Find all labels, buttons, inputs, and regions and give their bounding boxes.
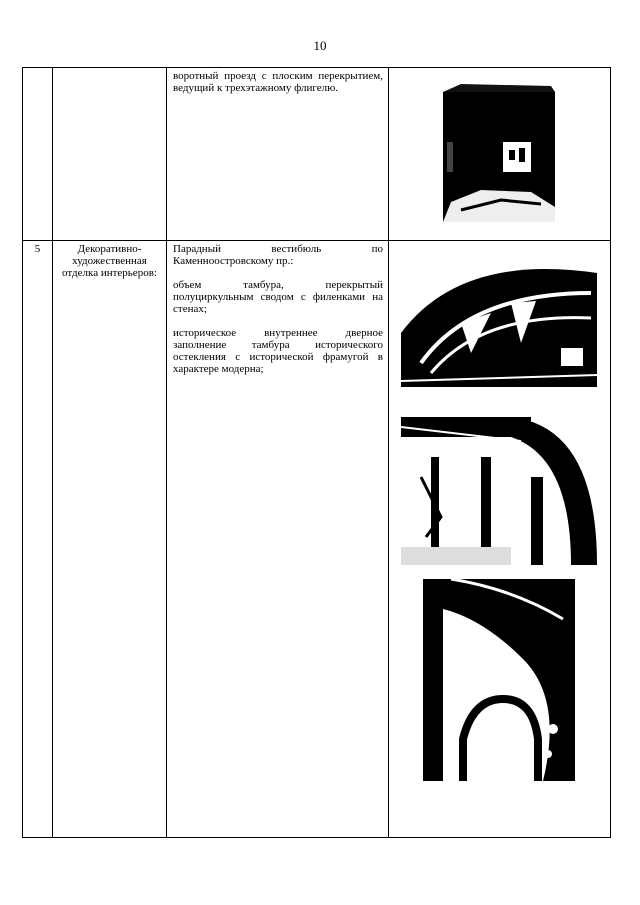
table-row xyxy=(23,68,611,241)
description-text: объем тамбура, перекрытый полуциркульным сводом с филенками на стенах; xyxy=(173,279,383,315)
photo-cell xyxy=(389,241,611,838)
description-text: Парадный вестибюль по Каменноостровскому пр.: xyxy=(173,243,383,267)
row-number-cell: 5 xyxy=(23,241,53,838)
category-cell xyxy=(53,68,167,241)
description-cell xyxy=(167,241,389,838)
description-text: историческое внутреннее дверное заполнение тамбура исторического остекления с исторической фрамугой в характере модерна; xyxy=(173,327,383,375)
photo-vault-arch xyxy=(401,263,597,387)
monument-features-table xyxy=(22,67,611,838)
photo-gate-passage xyxy=(441,82,559,224)
table-row xyxy=(23,241,611,838)
photo-door-interior xyxy=(401,417,597,565)
row-number-cell xyxy=(23,68,53,241)
photo-cell xyxy=(389,68,611,241)
category-cell: Декоративно-художественная отделка интерьеров: xyxy=(53,241,167,838)
photo-transom-arch xyxy=(423,579,575,781)
description-cell xyxy=(167,68,389,241)
page-number: 10 xyxy=(313,38,327,53)
description-text: воротный проезд с плоским перекрытием, ведущий к трехэтажному флигелю. xyxy=(173,70,383,94)
